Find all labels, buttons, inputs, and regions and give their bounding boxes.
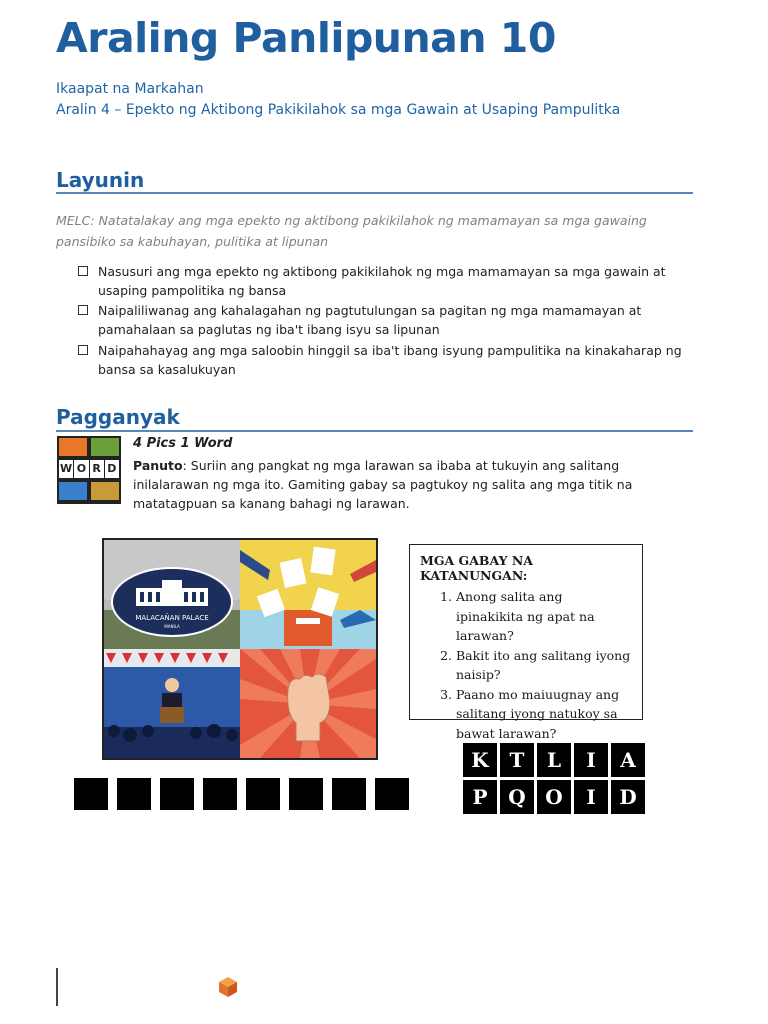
guide-question: 1. Anong salita ang ipinakikita ng apat na larawan? bbox=[456, 587, 632, 646]
answer-blank-box[interactable] bbox=[117, 778, 151, 810]
answer-blank-box[interactable] bbox=[375, 778, 409, 810]
answer-blank-box[interactable] bbox=[203, 778, 237, 810]
game-title: 4 Pics 1 Word bbox=[133, 436, 233, 451]
answer-blank-box[interactable] bbox=[74, 778, 108, 810]
ballot-voting-image bbox=[240, 540, 376, 649]
objective-text: Nasusuri ang mga epekto ng aktibong pakikilahok ng mga mamamayan sa mga gawain at usaping pampolitika ng bansa bbox=[98, 264, 666, 298]
answer-blank-box[interactable] bbox=[160, 778, 194, 810]
politician-speech-image bbox=[104, 649, 240, 758]
logo-letter: R bbox=[90, 460, 104, 478]
answer-blank-box[interactable] bbox=[332, 778, 366, 810]
guide-heading: MGA GABAY NA KATANUNGAN: bbox=[420, 553, 533, 583]
letter-tile[interactable]: T bbox=[500, 743, 534, 777]
objective-item bbox=[78, 262, 693, 300]
objective-item bbox=[78, 301, 693, 339]
footer-cube-logo-icon bbox=[216, 975, 240, 999]
logo-tile-nature bbox=[91, 438, 119, 456]
raised-fist-image bbox=[240, 649, 376, 758]
lesson-subtitle: Aralin 4 – Epekto ng Aktibong Pakikilahok sa mga Gawain at Usaping Pampulitka bbox=[56, 102, 621, 118]
letter-tile[interactable]: D bbox=[611, 780, 645, 814]
guide-questions-box bbox=[409, 544, 643, 741]
guide-question: 3. Paano mo maiuugnay ang salitang iyong natukoy sa bawat larawan? bbox=[456, 685, 632, 744]
margin-line bbox=[56, 968, 58, 1006]
instructions bbox=[133, 456, 693, 513]
answer-blank-box[interactable] bbox=[246, 778, 280, 810]
palace-sublabel: MANILA bbox=[164, 624, 180, 629]
objective-text: Naipaliliwanag ang kahalagahan ng pagtutulungan sa pagitan ng mga mamamayan at pamahalaan sa paglutas ng iba't ibang isyu sa lipunan bbox=[98, 303, 642, 337]
checkbox-bullet-icon bbox=[78, 345, 88, 355]
layunin-heading: Layunin bbox=[56, 168, 145, 192]
letter-tile[interactable]: I bbox=[574, 780, 608, 814]
four-pics-one-word-logo bbox=[57, 436, 121, 504]
section-divider bbox=[56, 430, 693, 432]
answer-blank-box[interactable] bbox=[289, 778, 323, 810]
objective-text: Naipahahayag ang mga saloobin hinggil sa iba't ibang isyung pampulitika na kinakaharap ng bansa sa kasalukuyan bbox=[98, 343, 682, 377]
letter-tile[interactable]: A bbox=[611, 743, 645, 777]
checkbox-bullet-icon bbox=[78, 266, 88, 276]
instructions-text: : Suriin ang pangkat ng mga larawan sa ibaba at tukuyin ang salitang inilalarawan ng mga ito. Gamiting gabay sa pagtukoy ng salita ang mga titik na matatagpuan sa kanang bahagi ng larawan. bbox=[133, 458, 633, 511]
letter-tile[interactable]: I bbox=[574, 743, 608, 777]
four-pics-collage bbox=[102, 538, 378, 760]
checkbox-bullet-icon bbox=[78, 305, 88, 315]
logo-tile-fire bbox=[59, 438, 87, 456]
logo-letter: O bbox=[74, 460, 88, 478]
palace-label: MALACAÑAN PALACE bbox=[135, 614, 209, 622]
letter-tiles bbox=[463, 743, 645, 814]
palace-image bbox=[104, 540, 240, 649]
section-divider bbox=[56, 192, 693, 194]
pagganyak-heading: Pagganyak bbox=[56, 405, 180, 429]
objective-item bbox=[78, 341, 693, 379]
guide-question: 2. Bakit ito ang salitang iyong naisip? bbox=[456, 646, 632, 685]
letter-tile[interactable]: P bbox=[463, 780, 497, 814]
guide-question-list bbox=[420, 587, 632, 743]
letter-tile[interactable]: Q bbox=[500, 780, 534, 814]
instructions-label: Panuto bbox=[133, 458, 183, 473]
logo-letter: W bbox=[59, 460, 73, 478]
logo-tile-desert bbox=[91, 482, 119, 500]
logo-tile-sky bbox=[59, 482, 87, 500]
letter-tile[interactable]: O bbox=[537, 780, 571, 814]
melc-text: MELC: Natatalakay ang mga epekto ng aktibong pakikilahok ng mamamayan sa mga gawaing pansibiko sa kabuhayan, pulitika at lipunan bbox=[56, 213, 647, 249]
letter-tile[interactable]: K bbox=[463, 743, 497, 777]
logo-letter: D bbox=[105, 460, 119, 478]
quarter-subtitle: Ikaapat na Markahan bbox=[56, 81, 204, 97]
logo-word-strip bbox=[59, 460, 119, 478]
page-title: Araling Panlipunan 10 bbox=[56, 14, 556, 62]
answer-blanks bbox=[74, 778, 409, 810]
letter-tile[interactable]: L bbox=[537, 743, 571, 777]
